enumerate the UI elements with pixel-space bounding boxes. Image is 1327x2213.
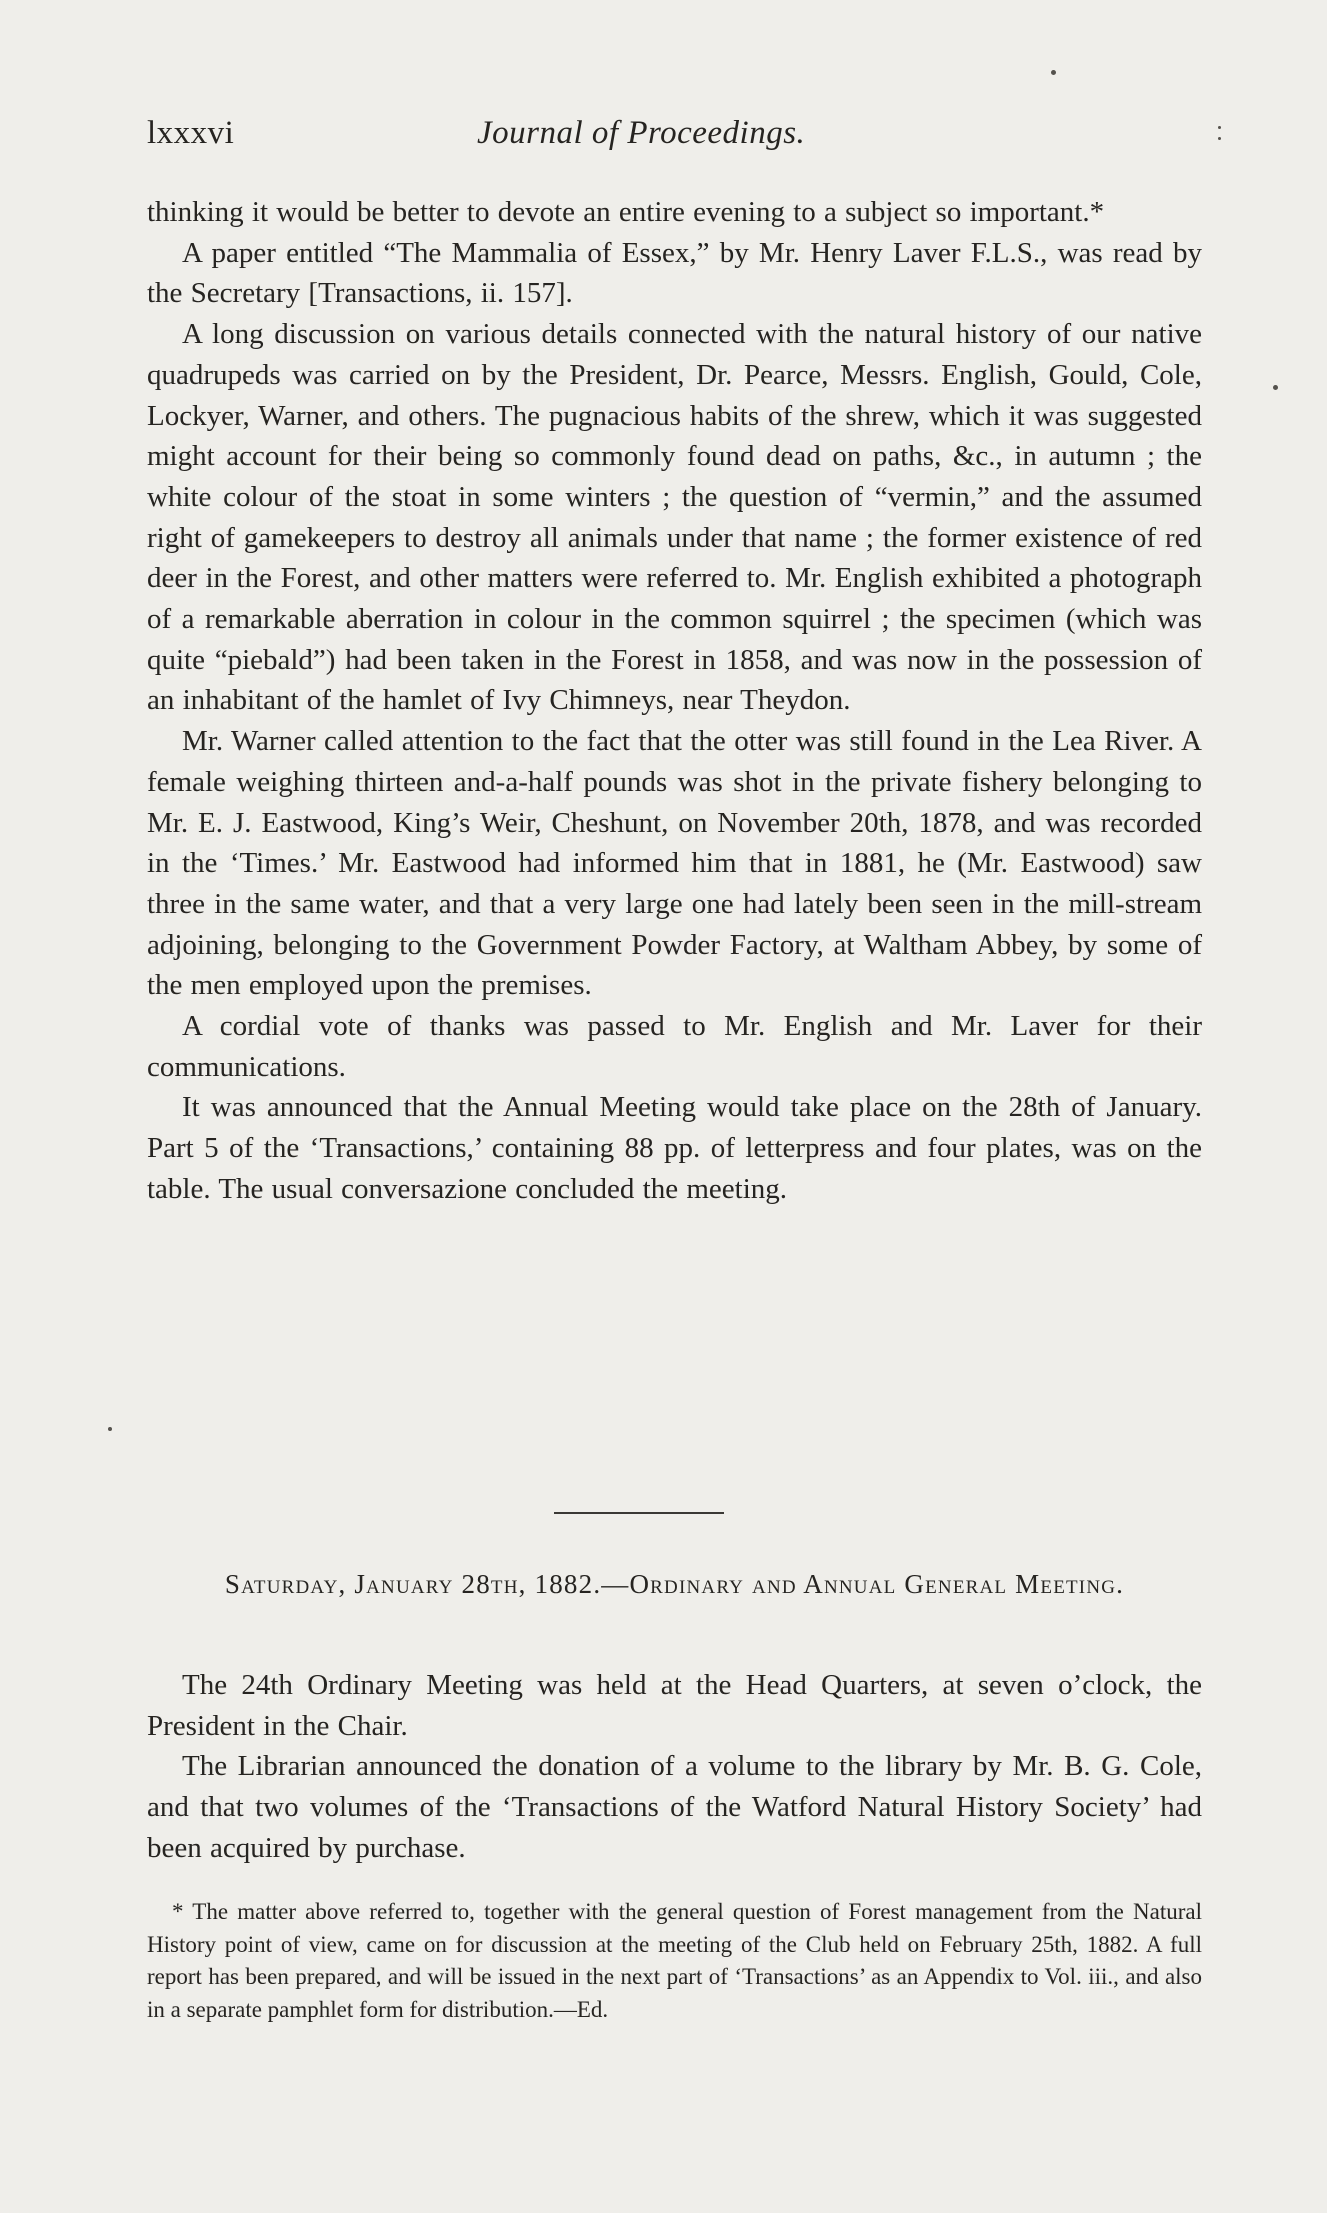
print-speck [1218, 126, 1221, 129]
paragraph: It was announced that the Annual Meeting would take place on the 28th of January. Part 5 of the ‘Transactions,’ containing 88 pp. of letterpress and four plates, was on the table. The usual conversazione concluded the meeting. [147, 1091, 1202, 1205]
running-head: Journal of Proceedings. [477, 115, 806, 151]
paragraph: A paper entitled “The Mammalia of Essex,” by Mr. Henry Laver F.L.S., was read by the Secretary [Transactions, ii. 157]. [147, 236, 1202, 310]
paragraph: Mr. Warner called attention to the fact that the otter was still found in the Lea River. A female weighing thirteen and-a-half pounds was shot in the private fishery belonging to Mr. E. J. Eastwood, King’s Weir, Cheshunt, on November 20th, 1878, and was recorded in the ‘Times.’ Mr. Eastwood had informed him that in 1881, he (Mr. Eastwood) saw three in the same water, and that a very large one had lately been seen in the mill-stream adjoining, belonging to the Government Powder Factory, at Waltham Abbey, by some of the men employed upon the premises. [147, 725, 1202, 1002]
paragraph: The Librarian announced the donation of a volume to the library by Mr. B. G. Cole, and that two volumes of the ‘Transactions of the Watford Natural History Society’ had been acquired by purchase. [147, 1750, 1202, 1864]
print-speck [108, 1427, 112, 1431]
section-heading: Saturday, January 28th, 1882.—Ordinary and Annual General Meeting. [224, 1569, 1125, 1599]
paragraph: The 24th Ordinary Meeting was held at the Head Quarters, at seven o’clock, the President in the Chair. [147, 1669, 1202, 1742]
page-number: lxxxvi [147, 115, 235, 151]
body-text-2 [147, 1665, 1202, 1869]
section-divider [554, 1512, 724, 1514]
print-speck [1218, 137, 1221, 140]
paragraph: A cordial vote of thanks was passed to Mr. English and Mr. Laver for their communications. [147, 1010, 1202, 1083]
page-header [147, 115, 1202, 165]
paragraph: thinking it would be better to devote an entire evening to a subject so important.* [147, 196, 1105, 228]
print-speck [1273, 385, 1278, 390]
body-text [147, 192, 1202, 1210]
footnote: * The matter above referred to, together with the general question of Forest management from the Natural History point of view, came on for discussion at the meeting of the Club held on February 25th, 1882. A full report has been prepared, and will be issued in the next part of ‘Transactions’ as an Appendix to Vol. iii., and also in a separate pamphlet form for distribution.—Ed. [147, 1899, 1202, 2022]
print-speck [1051, 70, 1056, 75]
paragraph: A long discussion on various details connected with the natural history of our native quadrupeds was carried on by the President, Dr. Pearce, Messrs. English, Gould, Cole, Lockyer, Warner, and others. The pugnacious habits of the shrew, which it was suggested might account for their being so commonly found dead on paths, &c., in autumn ; the white colour of the stoat in some winters ; the question of “vermin,” and the assumed right of gamekeepers to destroy all animals under that name ; the former existence of red deer in the Forest, and other matters were referred to. Mr. English exhibited a photograph of a remarkable aberration in colour in the common squirrel ; the specimen (which was quite “piebald”) had been taken in the Forest in 1858, and was now in the possession of an inhabitant of the hamlet of Ivy Chimneys, near Theydon. [147, 318, 1202, 717]
